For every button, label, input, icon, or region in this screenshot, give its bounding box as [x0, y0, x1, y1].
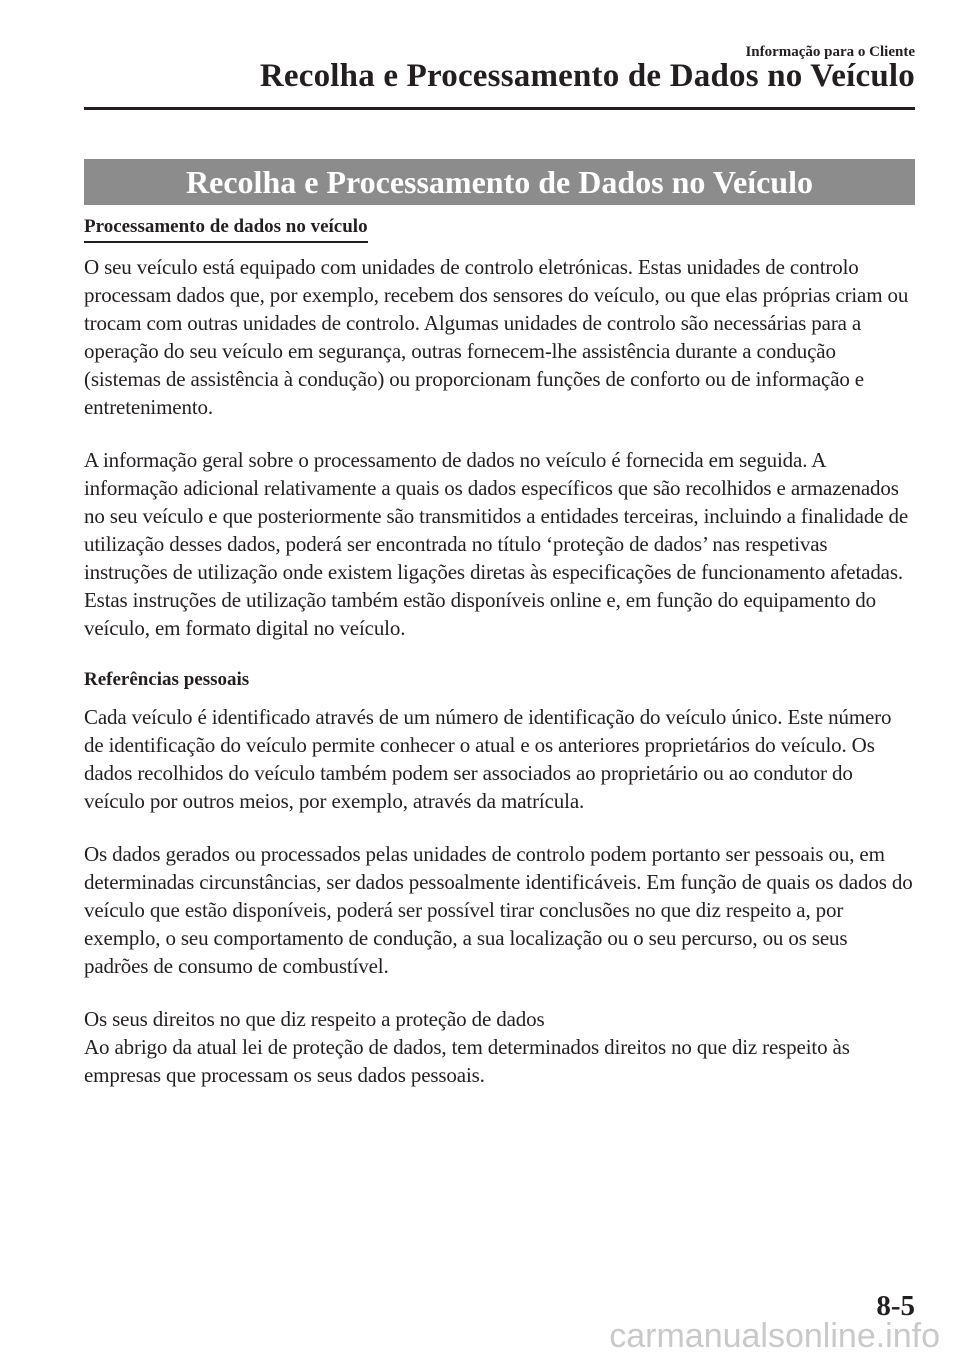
section-banner: Recolha e Processamento de Dados no Veículo — [84, 159, 915, 205]
subheading: Processamento de dados no veículo — [84, 215, 368, 243]
paragraph-vehicle-id: Cada veículo é identificado através de um número de identificação do veículo único. Este número de identificação do veículo permite conhecer o atual e os anteriores proprietários do veículo. Os dados recolhidos do veículo também podem ser associados ao proprietário ou ao condutor do veículo por outros meios, por exemplo, através da matrícula. — [84, 705, 892, 813]
paragraph-general-info: A informação geral sobre o processamento de dados no veículo é fornecida em seguida. A informação adicional relativamente a quais os dados específicos que são recolhidos e armazenados no seu veículo e que posteriormente são transmitidos a entidades terceiras, incluindo a finalidade de utilização desses dados, poderá ser encontrada no título ‘proteção de dados’ nas respetivas instruções de utilização onde existem ligações diretas às especificações de funcionamento afetadas. Estas instruções de utilização também estão disponíveis online e, em função do equipamento do veículo, em formato digital no veículo. — [84, 448, 908, 640]
references-heading: Referências pessoais — [84, 669, 250, 690]
paragraph-personal-data: Os dados gerados ou processados pelas unidades de controlo podem portanto ser pessoais ou, em determinadas circunstâncias, ser dados pessoalmente identificáveis. Em função de quais os dados do veículo que estão disponíveis, poderá ser possível tirar conclusões no que diz respeito a, por exemplo, o seu comportamento de condução, a sua localização ou o seu percurso, ou os seus padrões de consumo de combustível. — [84, 842, 913, 978]
rights-title: Os seus direitos no que diz respeito a proteção de dados — [84, 1007, 545, 1031]
paragraph-intro: O seu veículo está equipado com unidades de controlo eletrónicas. Estas unidades de controlo processam dados que, por exemplo, recebem dos sensores do veículo, ou que elas próprias criam ou trocam com outras unidades de controlo. Algumas unidades de controlo são necessárias para a operação do seu veículo em segurança, outras fornecem-lhe assistência durante a condução (sistemas de assistência à condução) ou proporcionam funções de conforto ou de informação e entretenimento. — [84, 255, 909, 419]
running-chapter-title: Recolha e Processamento de Dados no Veículo — [259, 58, 915, 94]
watermark: carmanualsonline.info — [609, 1317, 940, 1355]
page-content — [84, 215, 915, 1114]
header-rule — [84, 107, 915, 110]
paragraph-rights: Ao abrigo da atual lei de proteção de dados, tem determinados direitos no que diz respeito às empresas que processam os seus dados pessoais. — [84, 1035, 850, 1087]
running-section-label: Informação para o Cliente — [745, 44, 915, 60]
page-number: 8-5 — [876, 1290, 915, 1322]
